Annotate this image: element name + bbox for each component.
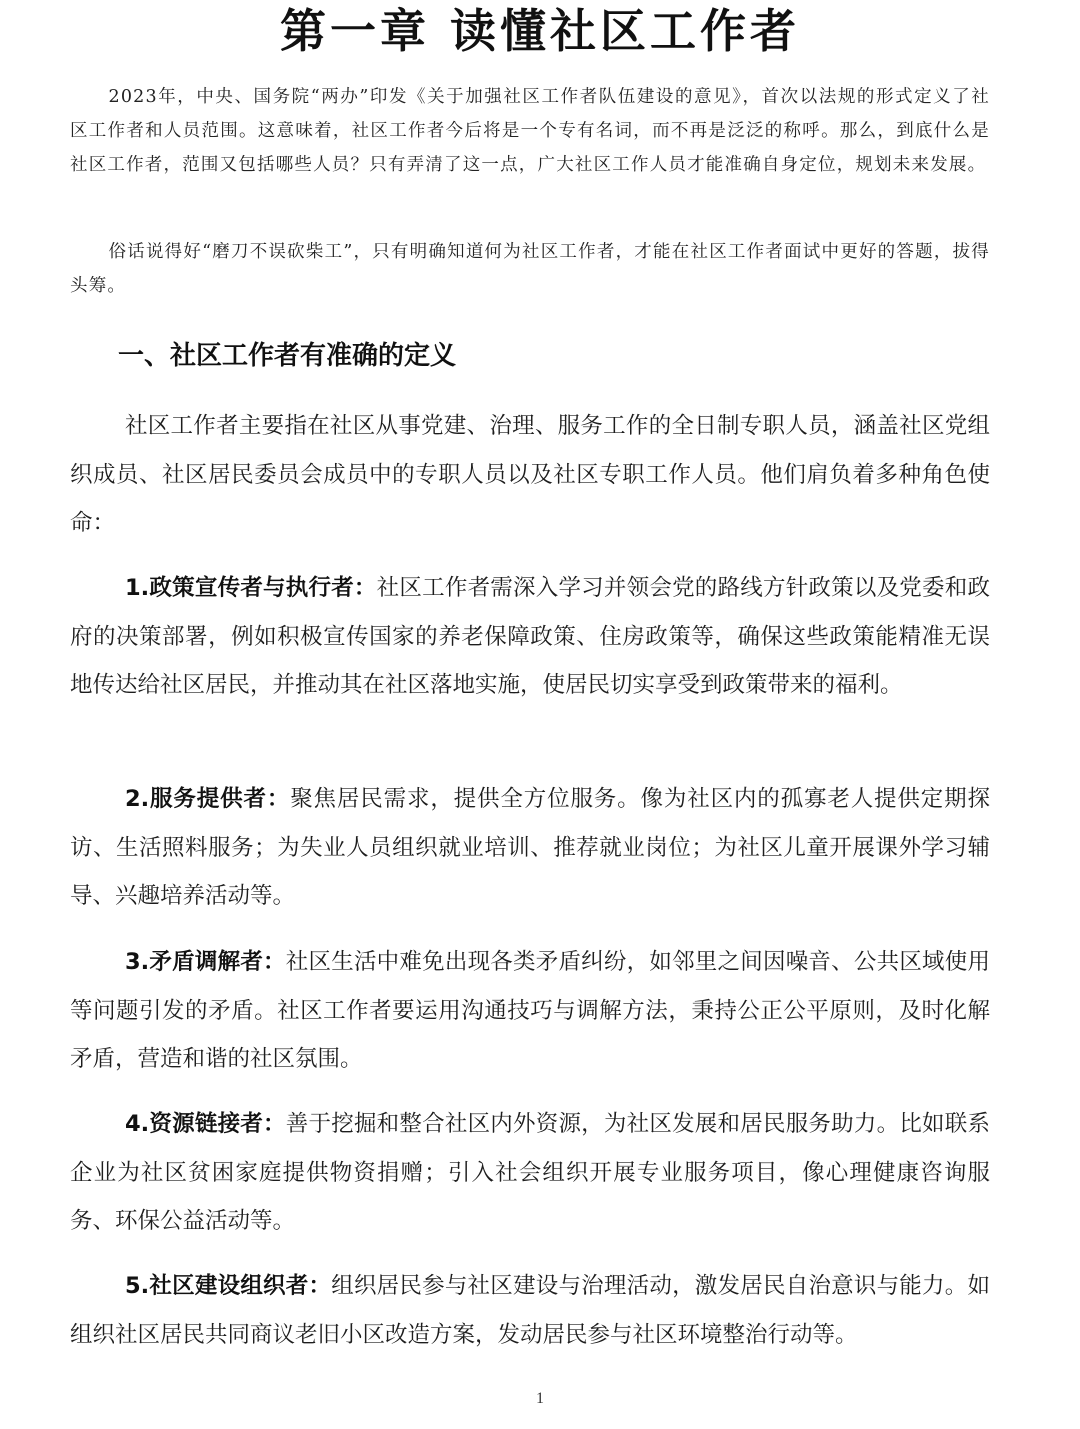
role-text: 社区工作者需深入学习并领会党的路线方针政策以及党委和政府的决策部署，例如积极宣传国家的养老保障政策、住房政策等，确保这些政策能精准无误地传达给社区居民，并推动其在社区落地实施，使居民切实享受到政策带来的福利。 — [70, 575, 990, 698]
role-label: 3.矛盾调解者： — [125, 949, 286, 975]
definition-paragraph: 社区工作者主要指在社区从事党建、治理、服务工作的全日制专职人员，涵盖社区党组织成员、社区居民委员会成员中的专职人员以及社区专职工作人员。他们肩负着多种角色使命： — [70, 413, 990, 536]
role-text: 社区生活中难免出现各类矛盾纠纷，如邻里之间因噪音、公共区域使用等问题引发的矛盾。社区工作者要运用沟通技巧与调解方法，秉持公正公平原则，及时化解矛盾，营造和谐的社区氛围。 — [70, 949, 990, 1072]
role-paragraph — [70, 1100, 990, 1246]
role-label: 2.服务提供者： — [125, 786, 291, 812]
role-text: 聚焦居民需求，提供全方位服务。像为社区内的孤寡老人提供定期探访、生活照料服务；为失业人员组织就业培训、推荐就业岗位；为社区儿童开展课外学习辅导、兴趣培养活动等。 — [70, 786, 990, 909]
role-paragraph — [70, 564, 990, 710]
role-paragraph — [70, 1262, 990, 1359]
role-text: 善于挖掘和整合社区内外资源，为社区发展和居民服务助力。比如联系企业为社区贫困家庭提供物资捐赠；引入社会组织开展专业服务项目，像心理健康咨询服务、环保公益活动等。 — [70, 1111, 990, 1234]
chapter-title: 第一章 读懂社区工作者 — [279, 4, 800, 58]
role-label: 4.资源链接者： — [125, 1111, 286, 1137]
role-paragraph — [70, 938, 990, 1084]
role-text: 组织居民参与社区建设与治理活动，激发居民自治意识与能力。如组织社区居民共同商议老旧小区改造方案，发动居民参与社区环境整治行动等。 — [70, 1273, 990, 1348]
role-label: 1.政策宣传者与执行者： — [125, 575, 377, 601]
intro-paragraph: 俗话说得好“磨刀不误砍柴工”，只有明确知道何为社区工作者，才能在社区工作者面试中更好的答题，拔得头筹。 — [70, 242, 990, 296]
role-paragraph — [70, 775, 990, 921]
intro-paragraph: 2023年，中央、国务院“两办”印发《关于加强社区工作者队伍建设的意见》，首次以法规的形式定义了社区工作者和人员范围。这意味着，社区工作者今后将是一个专有名词，而不再是泛泛的称呼。那么，到底什么是社区工作者，范围又包括哪些人员？只有弄清了这一点，广大社区工作人员才能准确自身定位，规划未来发展。 — [70, 87, 990, 175]
section-heading: 一、社区工作者有准确的定义 — [118, 341, 457, 371]
page-number: 1 — [536, 1390, 544, 1407]
role-label: 5.社区建设组织者： — [125, 1273, 332, 1299]
